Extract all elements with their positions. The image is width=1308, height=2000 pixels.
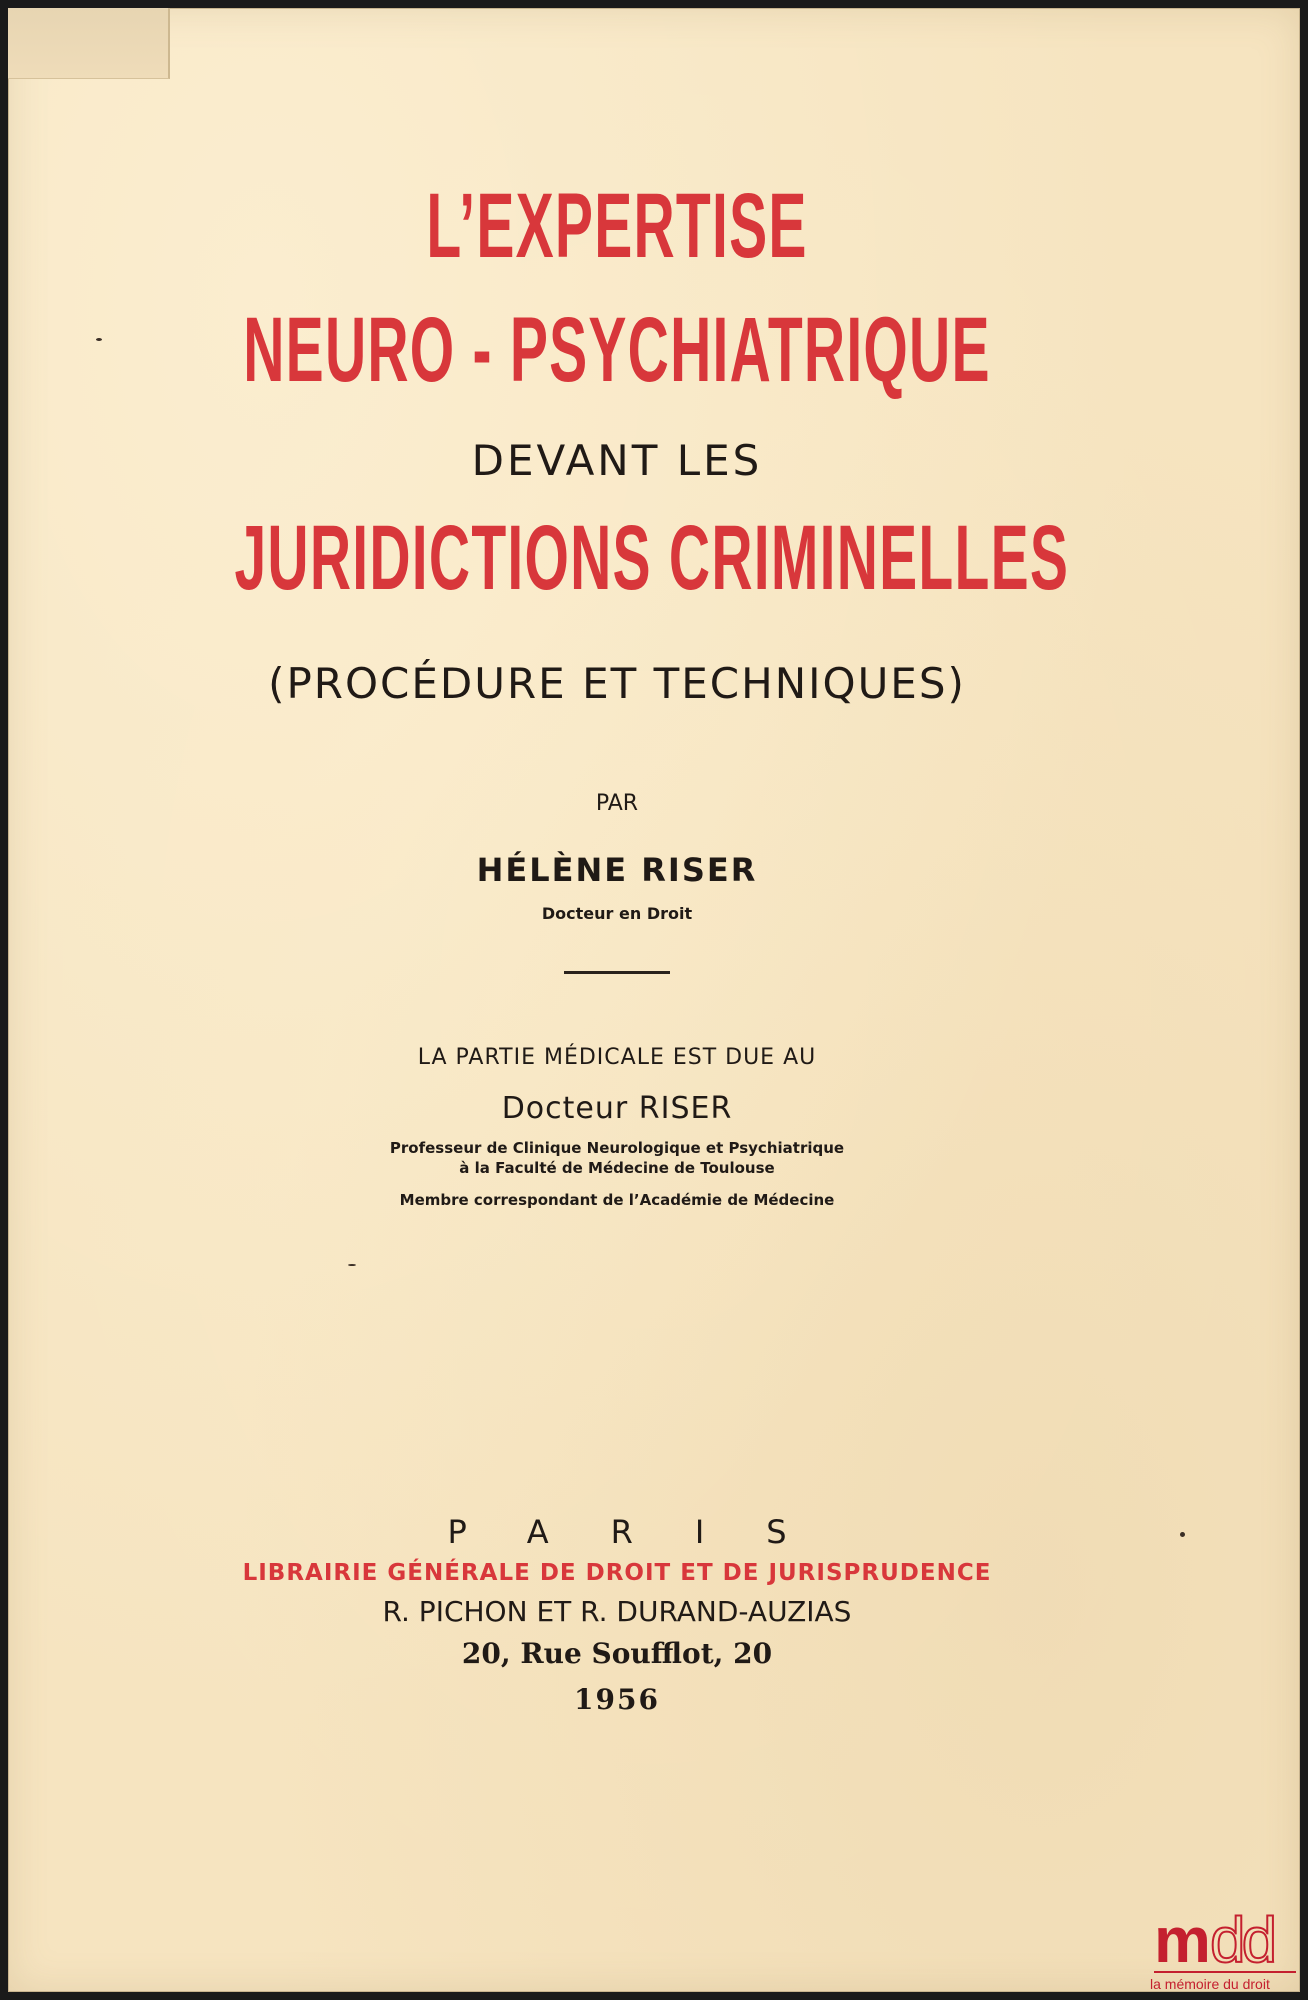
author-title: Docteur en Droit bbox=[541, 904, 693, 923]
svg-text:m: m bbox=[1154, 1904, 1209, 1976]
title-line-2: NEURO - PSYCHIATRIQUE bbox=[243, 299, 991, 401]
coauthor-credential-3: Membre correspondant de l’Académie de Médecine bbox=[399, 1191, 835, 1209]
publisher-address: 20, Rue Soufflot, 20 bbox=[461, 1637, 773, 1670]
torn-corner bbox=[8, 8, 170, 79]
by-label: PAR bbox=[595, 791, 639, 816]
publication-year: 1956 bbox=[574, 1683, 660, 1716]
printer-name: R. PICHON ET R. DURAND-AUZIAS bbox=[382, 1595, 852, 1628]
ink-speck bbox=[1180, 1532, 1185, 1537]
coauthor-name: Docteur RISER bbox=[501, 1091, 733, 1126]
title-connector: DEVANT LES bbox=[471, 436, 763, 485]
svg-text:dd: dd bbox=[1210, 1904, 1274, 1976]
medical-part-label: LA PARTIE MÉDICALE EST DUE AU bbox=[417, 1045, 817, 1070]
publisher-name: LIBRAIRIE GÉNÉRALE DE DROIT ET DE JURISPRUDENCE bbox=[242, 1560, 992, 1586]
coauthor-credential-2: à la Faculté de Médecine de Toulouse bbox=[459, 1159, 775, 1177]
title-line-3: JURIDICTIONS CRIMINELLES bbox=[234, 507, 1070, 609]
logo-tagline: la mémoire du droit bbox=[1150, 1976, 1270, 1992]
divider-rule bbox=[564, 971, 670, 974]
publisher-city: PARIS bbox=[447, 1513, 849, 1551]
author-name: HÉLÈNE RISER bbox=[476, 851, 758, 889]
title-line-1: L’EXPERTISE bbox=[426, 175, 808, 277]
ink-speck bbox=[348, 1264, 356, 1266]
coauthor-credential-1: Professeur de Clinique Neurologique et Psychiatrique bbox=[389, 1139, 845, 1157]
ink-speck bbox=[96, 338, 102, 341]
subtitle: (PROCÉDURE ET TECHNIQUES) bbox=[268, 659, 966, 708]
